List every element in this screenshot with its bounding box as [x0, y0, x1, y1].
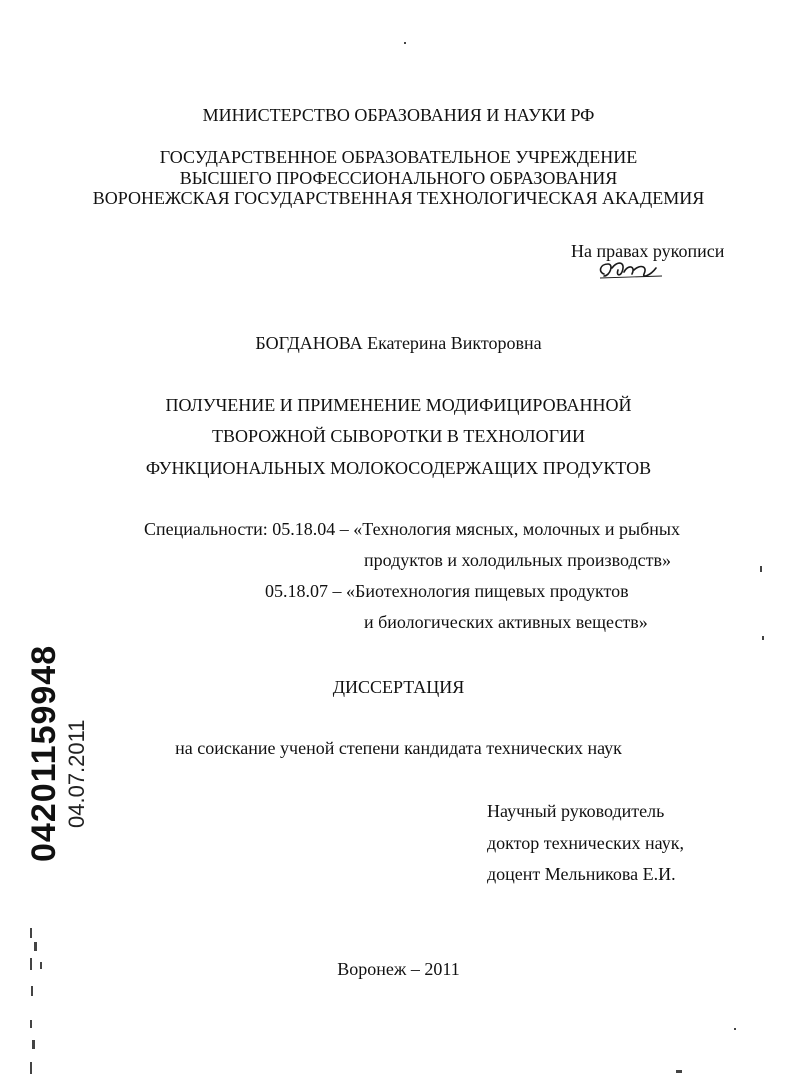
- city-year: Воронеж – 2011: [337, 959, 460, 979]
- library-stamp-id: 04201159948: [25, 644, 63, 862]
- specialties-line-1: Специальности: 05.18.04 – «Технология мясных, молочных и рыбных: [144, 519, 680, 539]
- scan-mark: [30, 1020, 32, 1028]
- scan-mark: [30, 958, 32, 970]
- scan-mark: [734, 1028, 736, 1030]
- supervisor-line-2: доктор технических наук,: [487, 833, 684, 853]
- scan-mark: [676, 1070, 682, 1073]
- title-line-1: ПОЛУЧЕНИЕ И ПРИМЕНЕНИЕ МОДИФИЦИРОВАННОЙ: [165, 395, 632, 415]
- specialties-line-4: и биологических активных веществ»: [364, 612, 648, 632]
- title-line-2: ТВОРОЖНОЙ СЫВОРОТКИ В ТЕХНОЛОГИИ: [211, 426, 586, 446]
- specialties-line-2: продуктов и холодильных производств»: [364, 550, 672, 570]
- scan-mark: [760, 566, 762, 572]
- institution-line-2: ВЫСШЕГО ПРОФЕССИОНАЛЬНОГО ОБРАЗОВАНИЯ: [179, 168, 618, 188]
- scan-mark: [40, 962, 42, 969]
- scan-mark: [30, 1062, 32, 1074]
- degree-statement: на соискание ученой степени кандидата технических наук: [175, 738, 622, 758]
- title-line-3: ФУНКЦИОНАЛЬНЫХ МОЛОКОСОДЕРЖАЩИХ ПРОДУКТОВ: [145, 458, 652, 478]
- manuscript-note: На правах рукописи: [571, 241, 725, 261]
- document-type: ДИССЕРТАЦИЯ: [332, 677, 465, 697]
- scan-mark: [30, 928, 32, 938]
- scan-mark: [404, 42, 406, 44]
- supervisor-line-1: Научный руководитель: [487, 801, 665, 821]
- scan-mark: [34, 942, 37, 951]
- author-name: БОГДАНОВА Екатерина Викторовна: [255, 333, 542, 353]
- scan-mark: [32, 1040, 35, 1049]
- institution-line-1: ГОСУДАРСТВЕННОЕ ОБРАЗОВАТЕЛЬНОЕ УЧРЕЖДЕНИЕ: [159, 147, 638, 167]
- scan-mark: [762, 636, 764, 640]
- specialties-line-3: 05.18.07 – «Биотехнология пищевых продуктов: [265, 581, 629, 601]
- institution-line-3: ВОРОНЕЖСКАЯ ГОСУДАРСТВЕННАЯ ТЕХНОЛОГИЧЕСКАЯ АКАДЕМИЯ: [92, 188, 705, 208]
- scan-mark: [31, 986, 33, 996]
- signature-mark: [596, 254, 666, 284]
- library-stamp-date: 04.07.2011: [64, 719, 89, 828]
- ministry-heading: МИНИСТЕРСТВО ОБРАЗОВАНИЯ И НАУКИ РФ: [202, 105, 595, 125]
- supervisor-line-3: доцент Мельникова Е.И.: [487, 864, 676, 884]
